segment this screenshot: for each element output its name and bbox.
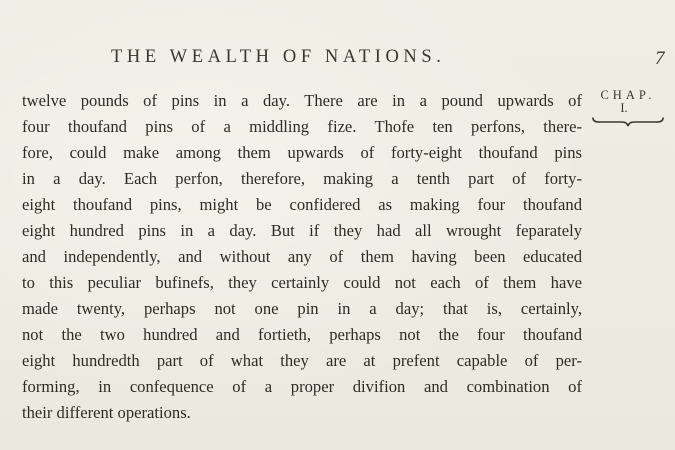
text-line: fore, could make among them upwards of forty-eight thoufand pins <box>22 143 582 162</box>
text-line: their different operations. <box>22 403 191 422</box>
text-line: eight hundredth part of what they are at prefent capable of per- <box>22 351 582 370</box>
text-line: forming, in confequence of a proper divifion and combination of <box>22 377 582 396</box>
text-line: not the two hundred and fortieth, perhaps not the four thoufand <box>22 325 582 344</box>
body-text <box>22 88 582 426</box>
margin-chap-label: CHAP. <box>600 88 656 102</box>
text-line: and independently, and without any of them having been educated <box>22 247 582 266</box>
text-line: made twenty, perhaps not one pin in a day; that is, certainly, <box>22 299 582 318</box>
text-line: eight hundred pins in a day. But if they had all wrought feparately <box>22 221 582 240</box>
text-line: four thoufand pins of a middling fize. Thofe ten perfons, there- <box>22 117 582 136</box>
text-line: eight thoufand pins, might be confidered as making four thoufand <box>22 195 582 214</box>
brace-icon <box>591 116 665 128</box>
text-line: to this peculiar bufinefs, they certainly could not each of them have <box>22 273 582 292</box>
running-head: THE WEALTH OF NATIONS. <box>111 47 446 67</box>
margin-chap-number: I. <box>620 101 628 115</box>
page-number: 7 <box>655 48 665 69</box>
text-line: twelve pounds of pins in a day. There are in a pound upwards of <box>22 91 582 110</box>
text-line: in a day. Each perfon, therefore, making a tenth part of forty- <box>22 169 582 188</box>
margin-note <box>591 88 665 128</box>
